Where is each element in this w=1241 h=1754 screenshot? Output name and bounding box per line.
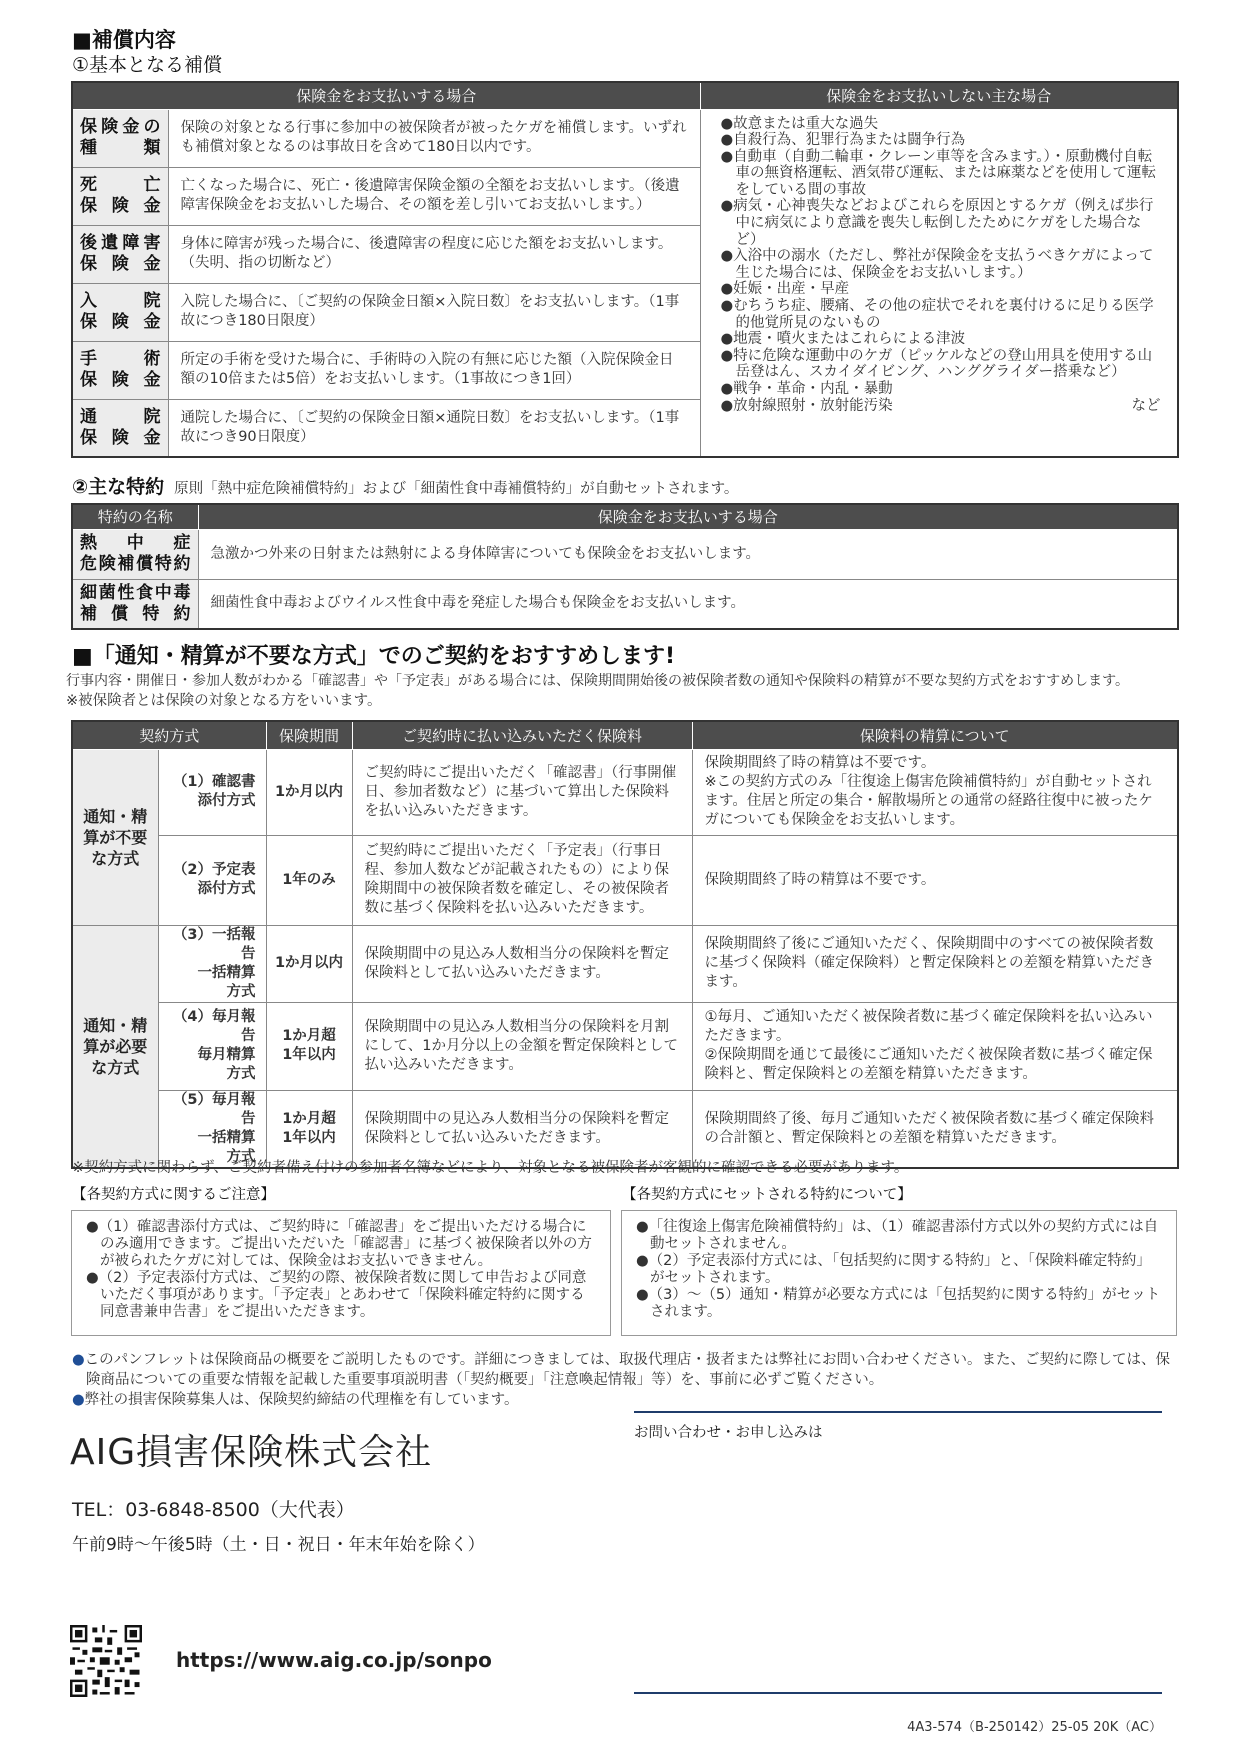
section-heading-riders: ②主な特約 [72,476,165,498]
exclusions-list: ●故意または重大な過失 ●自殺行為、犯罪行為または闘争行為 ●自動車（自動二輪車・クレーン車等を含みます。）・原動機付自転車の無資格運転、酒気帯び運転、または麻薬などを使用して運転をしている間の事故 ●病気・心神喪失などおよびこれらを原因とするケガ（例えば歩行中に病気により意識を喪失し転倒したためにケガをした場合など） ●入浴中の溺水（ただし、弊社が保険金を支払うべきケガによって生じた場合には、保険金をお支払いします。） ●妊娠・出産・早産 ●むちうち症、腰痛、その他の症状でそれを裏付けるに足りる医学的他覚所見のないもの ●地震・噴火またはこれらによる津波 ●特に危険な運動中のケガ（ピッケルなどの登山用具を使用する山岳登はん、スカイダイビング、ハンググライダー搭乗など） ●戦争・革命・内乱・暴動 ●放射線照射・放射能汚染 など [700,109,1178,457]
row-desc: 入院した場合に、〔ご契約の保険金日額×入院日数〕をお支払いします。（1事故につき180日限度） [168,283,700,341]
method-premium: ご契約時にご提出いただく「予定表」（行事日程、参加人数などが記載されたもの）により保険期間中の被保険者数を確定し、その被保険者数に基づく保険料を払い込みいただきます。 [352,835,692,925]
col-header-settlement: 保険料の精算について [692,721,1178,749]
caution-item: ●（1）確認書添付方式は、ご契約時に「確認書」をご提出いただける場合にのみ適用できます。ご提出いただいた「確認書」に基づく被保険者以外の方が被られたケガに対しては、保険金はお支払いできません。 [86,1219,592,1269]
contact-divider-top [634,1411,1162,1413]
company-name: AIG損害保険株式会社 [70,1432,433,1473]
notices [72,1350,1178,1410]
section-heading-coverage: ■補償内容 [72,28,176,52]
row-label: 入 院 保 険 金 [72,283,168,341]
cautions-box [71,1210,611,1336]
recommend-intro: 行事内容・開催日・参加人数がわかる「確認書」や「予定表」がある場合には、保険期間開始後の被保険者数の通知や保険料の精算が不要な契約方式をおすすめします。 [66,673,1130,689]
qr-code-icon [70,1625,142,1697]
methods-footnote: ※契約方式に関わらず、ご契約者備え付けの参加者名簿などにより、対象となる被保険者が客観的に確認できる必要があります。 [72,1160,909,1176]
method-period: 1か月超 1年以内 [266,1090,352,1168]
col-header-method: 契約方式 [72,721,266,749]
method-premium: ご契約時にご提出いただく「確認書」（行事開催日、参加者数など）に基づいて算出した保険料を払い込みいただきます。 [352,749,692,835]
riders-note: 原則「熱中症危険補償特約」および「細菌性食中毒補償特約」が自動セットされます。 [174,481,739,497]
contract-methods-table [71,720,1179,1169]
contact-divider-bottom [634,1692,1162,1694]
row-label: 手 術 保 険 金 [72,341,168,399]
col-header-rider-name: 特約の名称 [72,504,198,529]
method-premium: 保険期間中の見込み人数相当分の保険料を暫定保険料として払い込みいただきます。 [352,1090,692,1168]
company-hours: 午前9時～午後5時（土・日・祝日・年末年始を除く） [72,1535,485,1555]
col-header-rider-pay: 保険金をお支払いする場合 [198,504,1178,529]
notice-item: このパンフレットは保険商品の概要をご説明したものです。詳細につきましては、取扱代理店・扱者または弊社にお問い合わせください。また、ご契約に際しては、保険商品についての重要な情報を記載した重要事項説明書（「契約概要」「注意喚起情報」等）を、事前に必ずご覧ください。 [84,1352,1170,1388]
riders-info-box [621,1210,1177,1336]
row-desc: 亡くなった場合に、死亡・後遺障害保険金額の全額をお支払いします。（後遺障害保険金をお支払いした場合、その額を差し引いてお支払いします。） [168,167,700,225]
row-desc: 身体に障害が残った場合に、後遺障害の程度に応じた額をお支払いします。（失明、指の切断など） [168,225,700,283]
sub-heading-basic-coverage: ①基本となる補償 [72,54,223,76]
col-header-period: 保険期間 [266,721,352,749]
group-no-notice: 通知・精算が不要な方式 [72,749,158,925]
method-period: 1か月以内 [266,925,352,1002]
caution-item: ●（2）予定表添付方式は、ご契約の際、被保険者数に関して申告および同意いただく事項があります。「予定表」とあわせて「保険料確定特約に関する同意書兼申告書」をご提出いただきます。 [86,1270,587,1320]
method-settlement: 保険期間終了後、毎月ご通知いただく被保険者数に基づく確定保険料の合計額と、暫定保険料との差額を精算いただきます。 [692,1090,1178,1168]
method-settlement: 保険期間終了時の精算は不要です。 ※この契約方式のみ「往復途上傷害危険補償特約」が自動セットされます。住居と所定の集合・解散場所との通常の経路往復中に被ったケガについても保険金をお支払いします。 [692,749,1178,835]
method-name: （4）毎月報告 毎月精算 方式 [158,1002,266,1090]
row-label: 後遺障害 保 険 金 [72,225,168,283]
rider-label: 熱中症 危険補償特約 [72,529,198,579]
document-code: 4A3-574（B-250142）25-05 20K（AC） [907,1720,1162,1735]
method-name: （2）予定表 添付方式 [158,835,266,925]
bullet-dot: ● [72,1352,85,1368]
method-period: 1年のみ [266,835,352,925]
company-url-link[interactable]: https://www.aig.co.jp/sonpo [176,1648,492,1672]
rider-desc: 細菌性食中毒およびウイルス性食中毒を発症した場合も保険金をお支払いします。 [198,579,1178,629]
row-desc: 保険の対象となる行事に参加中の被保険者が被ったケガを補償します。いずれも補償対象となるのは事故日を含めて180日以内です。 [168,109,700,167]
row-desc: 通院した場合に、〔ご契約の保険金日額×通院日数〕をお支払いします。（1事故につき90日限度） [168,399,700,457]
row-label: 通 院 保 険 金 [72,399,168,457]
method-period: 1か月以内 [266,749,352,835]
method-name: （5）毎月報告 一括精算 方式 [158,1090,266,1168]
row-desc: 所定の手術を受けた場合に、手術時の入院の有無に応じた額（入院保険金日額の10倍または5倍）をお支払いします。（1事故につき1回） [168,341,700,399]
recommend-intro-note: ※被保険者とは保険の対象となる方をいいます。 [66,693,382,709]
method-name: （1）確認書 添付方式 [158,749,266,835]
rider-info-item: ●（2）予定表添付方式には、「包括契約に関する特約」と、「保険料確定特約」がセットされます。 [636,1253,1151,1286]
row-label: 死 亡 保 険 金 [72,167,168,225]
method-settlement: 保険期間終了時の精算は不要です。 [692,835,1178,925]
notice-item: 弊社の損害保険募集人は、保険契約締結の代理権を有しています。 [84,1392,519,1408]
method-settlement: ①毎月、ご通知いただく被保険者数に基づく確定保険料を払い込みいただきます。 ②保険期間を通じて最後にご通知いただく被保険者数に基づく確定保険料と、暫定保険料との差額を精算いただきます。 [692,1002,1178,1090]
rider-label: 細菌性食中毒 補償特約 [72,579,198,629]
contact-label: お問い合わせ・お申し込みは [634,1425,823,1441]
group-notice-required: 通知・精算が必要な方式 [72,925,158,1168]
riders-table [71,503,1179,630]
riders-info-title: 【各契約方式にセットされる特約について】 [622,1187,912,1203]
col-header-pay: 保険金をお支払いする場合 [72,82,700,109]
bullet-dot: ● [72,1392,85,1408]
method-premium: 保険期間中の見込み人数相当分の保険料を暫定保険料として払い込みいただきます。 [352,925,692,1002]
method-settlement: 保険期間終了後にご通知いただく、保険期間中のすべての被保険者数に基づく保険料（確定保険料）と暫定保険料との差額を精算いただきます。 [692,925,1178,1002]
section-heading-recommend: ■「通知・精算が不要な方式」でのご契約をおすすめします! [72,644,676,669]
rider-desc: 急激かつ外来の日射または熱射による身体障害についても保険金をお支払いします。 [198,529,1178,579]
col-header-nopay: 保険金をお支払いしない主な場合 [700,82,1178,109]
method-name: （3）一括報告 一括精算 方式 [158,925,266,1002]
row-label: 保険金の 種 類 [72,109,168,167]
rider-info-item: ●（3）～（5）通知・精算が必要な方式には「包括契約に関する特約」がセットされます。 [636,1287,1161,1320]
riders-heading-row [72,476,738,499]
method-period: 1か月超 1年以内 [266,1002,352,1090]
cautions-title: 【各契約方式に関するご注意】 [72,1187,275,1203]
company-tel: TEL：03-6848-8500（大代表） [72,1499,355,1521]
rider-info-item: ●「往復途上傷害危険補償特約」は、（1）確認書添付方式以外の契約方式には自動セットされません。 [636,1219,1159,1252]
col-header-premium: ご契約時に払い込みいただく保険料 [352,721,692,749]
method-premium: 保険期間中の見込み人数相当分の保険料を月割にして、1か月分以上の金額を暫定保険料として払い込みいただきます。 [352,1002,692,1090]
basic-coverage-table [71,81,1179,458]
